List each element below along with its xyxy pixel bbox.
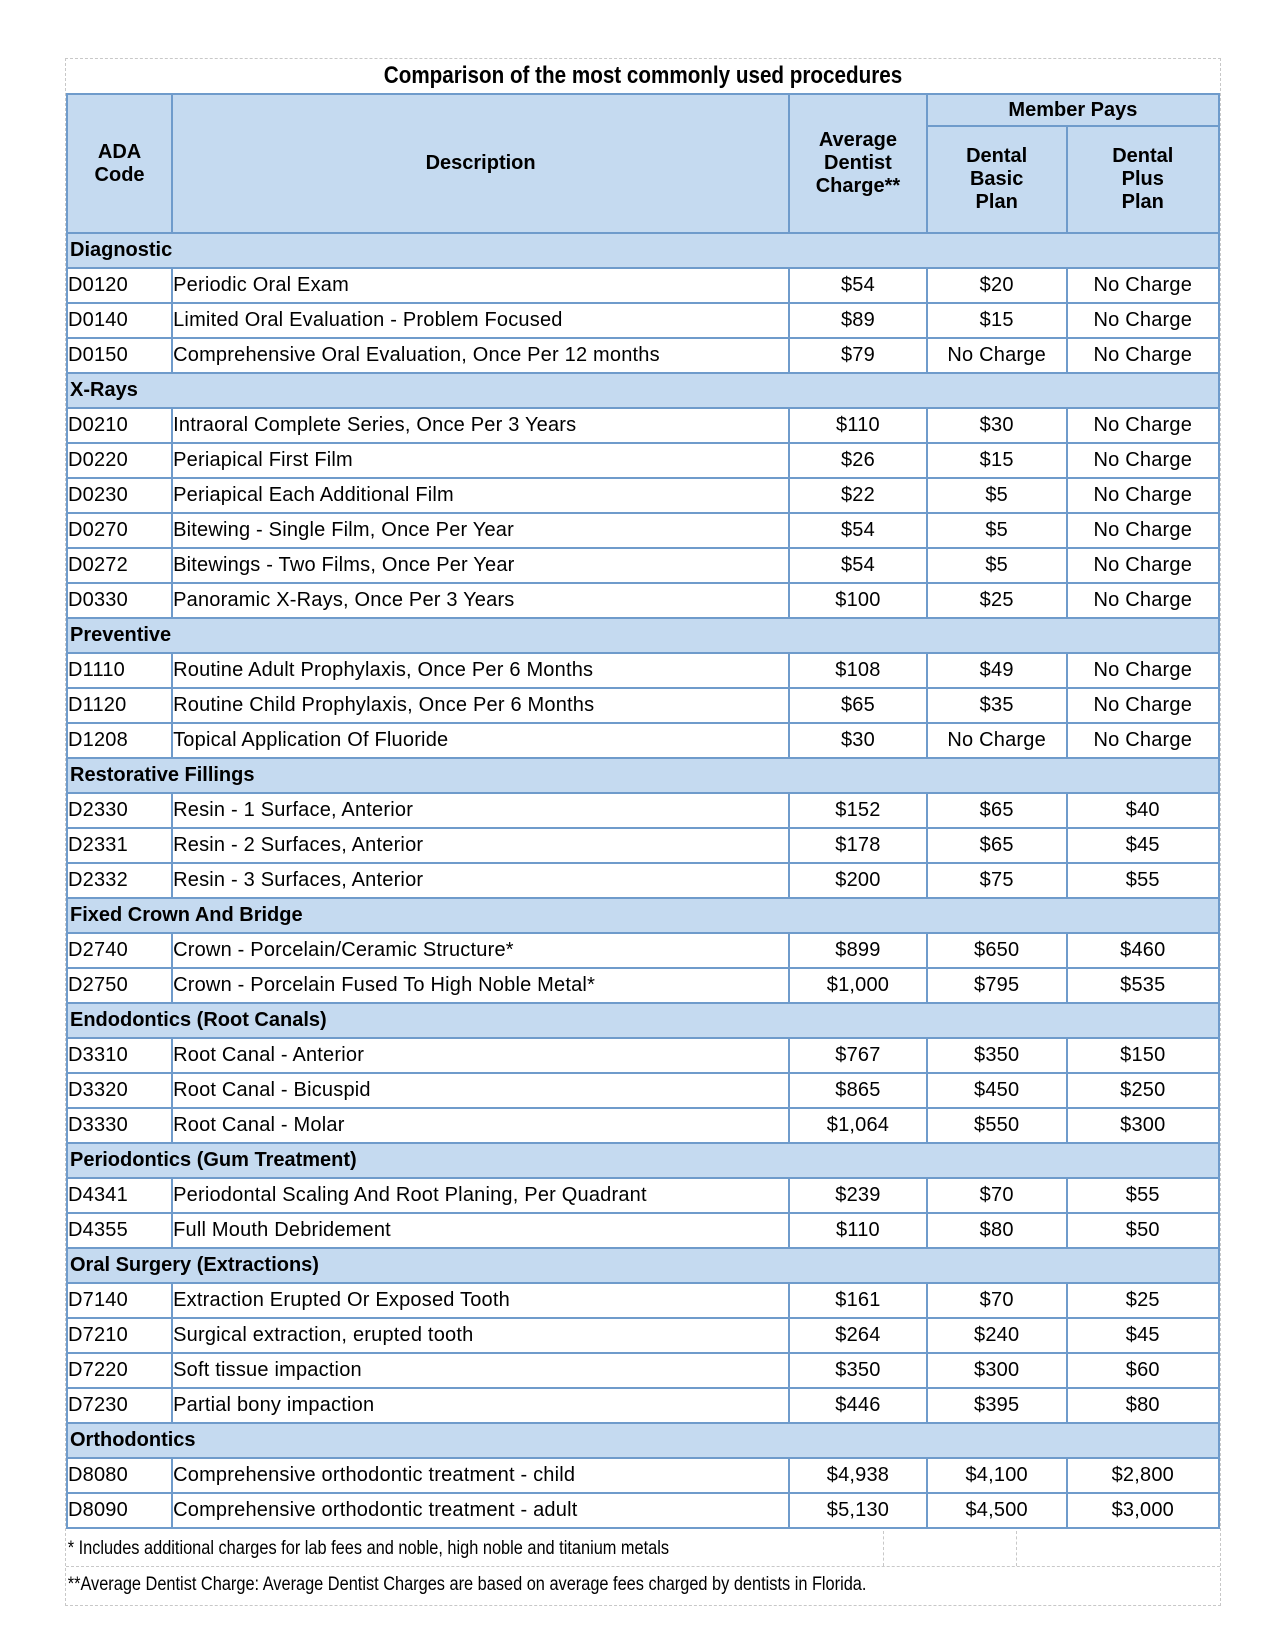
section-row: [67, 1143, 1219, 1178]
plus-plan-cell: $535: [1067, 968, 1219, 1003]
description-cell: Root Canal - Molar: [172, 1108, 789, 1143]
average-charge-cell: $54: [789, 548, 927, 583]
basic-plan-cell: $30: [927, 408, 1067, 443]
description-cell: Comprehensive Oral Evaluation, Once Per 12 months: [172, 338, 789, 373]
basic-plan-cell: $65: [927, 828, 1067, 863]
basic-plan-cell: $240: [927, 1318, 1067, 1353]
table-row: [67, 443, 1219, 478]
description-cell: Comprehensive orthodontic treatment - adult: [172, 1493, 789, 1528]
ada-code-cell: D0220: [67, 443, 172, 478]
description-cell: Comprehensive orthodontic treatment - child: [172, 1458, 789, 1493]
description-cell: Periapical First Film: [172, 443, 789, 478]
section-row: [67, 1248, 1219, 1283]
average-charge-cell: $22: [789, 478, 927, 513]
average-charge-cell: $865: [789, 1073, 927, 1108]
table-row: [67, 513, 1219, 548]
section-heading: Endodontics (Root Canals): [67, 1003, 1219, 1038]
basic-plan-cell: $5: [927, 548, 1067, 583]
table-row: [67, 1213, 1219, 1248]
average-charge-cell: $767: [789, 1038, 927, 1073]
footnote-divider: [1016, 1531, 1017, 1566]
description-cell: Routine Adult Prophylaxis, Once Per 6 Months: [172, 653, 789, 688]
table-row: [67, 1318, 1219, 1353]
basic-plan-cell: $70: [927, 1178, 1067, 1213]
table-row: [67, 583, 1219, 618]
section-heading: Orthodontics: [67, 1423, 1219, 1458]
table-body: [67, 233, 1219, 1528]
ada-code-cell: D2331: [67, 828, 172, 863]
basic-plan-cell: $550: [927, 1108, 1067, 1143]
description-cell: Full Mouth Debridement: [172, 1213, 789, 1248]
plus-plan-cell: $45: [1067, 1318, 1219, 1353]
section-heading: Oral Surgery (Extractions): [67, 1248, 1219, 1283]
ada-code-cell: D7210: [67, 1318, 172, 1353]
average-charge-cell: $110: [789, 1213, 927, 1248]
average-charge-cell: $26: [789, 443, 927, 478]
plus-plan-cell: No Charge: [1067, 548, 1219, 583]
section-heading: X-Rays: [67, 373, 1219, 408]
ada-code-cell: D0330: [67, 583, 172, 618]
average-charge-cell: $161: [789, 1283, 927, 1318]
plus-plan-cell: $55: [1067, 1178, 1219, 1213]
section-row: [67, 618, 1219, 653]
plus-plan-cell: $45: [1067, 828, 1219, 863]
description-cell: Resin - 3 Surfaces, Anterior: [172, 863, 789, 898]
average-charge-cell: $54: [789, 513, 927, 548]
plus-plan-cell: No Charge: [1067, 583, 1219, 618]
ada-code-cell: D3320: [67, 1073, 172, 1108]
description-cell: Root Canal - Bicuspid: [172, 1073, 789, 1108]
basic-plan-cell: $49: [927, 653, 1067, 688]
basic-plan-cell: $70: [927, 1283, 1067, 1318]
table-row: [67, 1458, 1219, 1493]
header-plus-plan: Dental Plus Plan: [1067, 126, 1219, 233]
ada-code-cell: D2740: [67, 933, 172, 968]
description-cell: Routine Child Prophylaxis, Once Per 6 Months: [172, 688, 789, 723]
table-row: [67, 1388, 1219, 1423]
average-charge-cell: $152: [789, 793, 927, 828]
ada-code-cell: D2330: [67, 793, 172, 828]
basic-plan-cell: $15: [927, 303, 1067, 338]
table-row: [67, 303, 1219, 338]
table-row: [67, 1038, 1219, 1073]
ada-code-cell: D3330: [67, 1108, 172, 1143]
header-ada-code: ADA Code: [67, 94, 172, 233]
basic-plan-cell: $4,100: [927, 1458, 1067, 1493]
description-cell: Intraoral Complete Series, Once Per 3 Years: [172, 408, 789, 443]
basic-plan-cell: $80: [927, 1213, 1067, 1248]
basic-plan-cell: No Charge: [927, 338, 1067, 373]
description-cell: Partial bony impaction: [172, 1388, 789, 1423]
footnote-average-charge: **Average Dentist Charge: Average Dentist Charges are based on average fees charged by dentists in Florida.: [67, 1574, 867, 1595]
average-charge-cell: $899: [789, 933, 927, 968]
header-description: Description: [172, 94, 789, 233]
ada-code-cell: D0210: [67, 408, 172, 443]
ada-code-cell: D0270: [67, 513, 172, 548]
table-row: [67, 688, 1219, 723]
ada-code-cell: D0230: [67, 478, 172, 513]
footnotes: [66, 1531, 1220, 1602]
description-cell: Resin - 2 Surfaces, Anterior: [172, 828, 789, 863]
header-member-pays: Member Pays: [927, 94, 1219, 126]
basic-plan-cell: $20: [927, 268, 1067, 303]
ada-code-cell: D3310: [67, 1038, 172, 1073]
ada-code-cell: D0120: [67, 268, 172, 303]
average-charge-cell: $108: [789, 653, 927, 688]
description-cell: Bitewings - Two Films, Once Per Year: [172, 548, 789, 583]
table-row: [67, 653, 1219, 688]
plus-plan-cell: No Charge: [1067, 303, 1219, 338]
ada-code-cell: D2332: [67, 863, 172, 898]
section-row: [67, 758, 1219, 793]
plus-plan-cell: No Charge: [1067, 408, 1219, 443]
plus-plan-cell: No Charge: [1067, 688, 1219, 723]
plus-plan-cell: $150: [1067, 1038, 1219, 1073]
footnote-lab-fees: * Includes additional charges for lab fees and noble, high noble and titanium metals: [67, 1538, 670, 1559]
table-row: [67, 1178, 1219, 1213]
basic-plan-cell: $65: [927, 793, 1067, 828]
section-heading: Preventive: [67, 618, 1219, 653]
average-charge-cell: $200: [789, 863, 927, 898]
description-cell: Extraction Erupted Or Exposed Tooth: [172, 1283, 789, 1318]
description-cell: Crown - Porcelain Fused To High Noble Metal*: [172, 968, 789, 1003]
section-heading: Diagnostic: [67, 233, 1219, 268]
table-row: [67, 793, 1219, 828]
section-row: [67, 1423, 1219, 1458]
average-charge-cell: $65: [789, 688, 927, 723]
plus-plan-cell: $3,000: [1067, 1493, 1219, 1528]
average-charge-cell: $1,064: [789, 1108, 927, 1143]
basic-plan-cell: $4,500: [927, 1493, 1067, 1528]
average-charge-cell: $239: [789, 1178, 927, 1213]
basic-plan-cell: $300: [927, 1353, 1067, 1388]
average-charge-cell: $5,130: [789, 1493, 927, 1528]
plus-plan-cell: $460: [1067, 933, 1219, 968]
procedures-table: [66, 93, 1220, 1529]
plus-plan-cell: No Charge: [1067, 723, 1219, 758]
page-title: Comparison of the most commonly used procedures: [383, 62, 903, 89]
plus-plan-cell: No Charge: [1067, 443, 1219, 478]
table-row: [67, 1353, 1219, 1388]
plus-plan-cell: $40: [1067, 793, 1219, 828]
basic-plan-cell: $35: [927, 688, 1067, 723]
ada-code-cell: D1208: [67, 723, 172, 758]
average-charge-cell: $100: [789, 583, 927, 618]
ada-code-cell: D8080: [67, 1458, 172, 1493]
table-row: [67, 408, 1219, 443]
average-charge-cell: $178: [789, 828, 927, 863]
description-cell: Periapical Each Additional Film: [172, 478, 789, 513]
description-cell: Bitewing - Single Film, Once Per Year: [172, 513, 789, 548]
average-charge-cell: $1,000: [789, 968, 927, 1003]
basic-plan-cell: $15: [927, 443, 1067, 478]
description-cell: Topical Application Of Fluoride: [172, 723, 789, 758]
section-heading: Restorative Fillings: [67, 758, 1219, 793]
description-cell: Limited Oral Evaluation - Problem Focused: [172, 303, 789, 338]
table-row: [67, 723, 1219, 758]
average-charge-cell: $446: [789, 1388, 927, 1423]
ada-code-cell: D4341: [67, 1178, 172, 1213]
description-cell: Resin - 1 Surface, Anterior: [172, 793, 789, 828]
footnote-row: [66, 1531, 1220, 1567]
average-charge-cell: $79: [789, 338, 927, 373]
ada-code-cell: D1110: [67, 653, 172, 688]
average-charge-cell: $350: [789, 1353, 927, 1388]
basic-plan-cell: $795: [927, 968, 1067, 1003]
description-cell: Surgical extraction, erupted tooth: [172, 1318, 789, 1353]
ada-code-cell: D0140: [67, 303, 172, 338]
description-cell: Panoramic X-Rays, Once Per 3 Years: [172, 583, 789, 618]
plus-plan-cell: $25: [1067, 1283, 1219, 1318]
plus-plan-cell: $60: [1067, 1353, 1219, 1388]
table-row: [67, 338, 1219, 373]
basic-plan-cell: No Charge: [927, 723, 1067, 758]
section-row: [67, 1003, 1219, 1038]
ada-code-cell: D8090: [67, 1493, 172, 1528]
average-charge-cell: $30: [789, 723, 927, 758]
section-row: [67, 233, 1219, 268]
basic-plan-cell: $5: [927, 513, 1067, 548]
plus-plan-cell: $2,800: [1067, 1458, 1219, 1493]
average-charge-cell: $264: [789, 1318, 927, 1353]
plus-plan-cell: $55: [1067, 863, 1219, 898]
ada-code-cell: D0150: [67, 338, 172, 373]
basic-plan-cell: $25: [927, 583, 1067, 618]
table-row: [67, 1493, 1219, 1528]
section-heading: Periodontics (Gum Treatment): [67, 1143, 1219, 1178]
table-row: [67, 268, 1219, 303]
table-row: [67, 478, 1219, 513]
basic-plan-cell: $350: [927, 1038, 1067, 1073]
ada-code-cell: D7220: [67, 1353, 172, 1388]
section-heading: Fixed Crown And Bridge: [67, 898, 1219, 933]
header-average-charge: Average Dentist Charge**: [789, 94, 927, 233]
basic-plan-cell: $75: [927, 863, 1067, 898]
description-cell: Soft tissue impaction: [172, 1353, 789, 1388]
footnote-divider: [883, 1531, 884, 1566]
table-row: [67, 828, 1219, 863]
section-row: [67, 898, 1219, 933]
table-row: [67, 1108, 1219, 1143]
table-row: [67, 863, 1219, 898]
plus-plan-cell: No Charge: [1067, 338, 1219, 373]
ada-code-cell: D2750: [67, 968, 172, 1003]
table-row: [67, 933, 1219, 968]
basic-plan-cell: $5: [927, 478, 1067, 513]
description-cell: Periodontal Scaling And Root Planing, Per Quadrant: [172, 1178, 789, 1213]
ada-code-cell: D4355: [67, 1213, 172, 1248]
plus-plan-cell: No Charge: [1067, 478, 1219, 513]
header-basic-plan: Dental Basic Plan: [927, 126, 1067, 233]
average-charge-cell: $110: [789, 408, 927, 443]
table-row: [67, 1073, 1219, 1108]
plus-plan-cell: $250: [1067, 1073, 1219, 1108]
plus-plan-cell: $80: [1067, 1388, 1219, 1423]
ada-code-cell: D7230: [67, 1388, 172, 1423]
basic-plan-cell: $395: [927, 1388, 1067, 1423]
footnote-row: [66, 1567, 1220, 1602]
plus-plan-cell: No Charge: [1067, 653, 1219, 688]
table-row: [67, 548, 1219, 583]
description-cell: Root Canal - Anterior: [172, 1038, 789, 1073]
table-row: [67, 1283, 1219, 1318]
plus-plan-cell: No Charge: [1067, 268, 1219, 303]
description-cell: Periodic Oral Exam: [172, 268, 789, 303]
ada-code-cell: D0272: [67, 548, 172, 583]
basic-plan-cell: $450: [927, 1073, 1067, 1108]
section-row: [67, 373, 1219, 408]
table-row: [67, 968, 1219, 1003]
average-charge-cell: $54: [789, 268, 927, 303]
ada-code-cell: D1120: [67, 688, 172, 723]
description-cell: Crown - Porcelain/Ceramic Structure*: [172, 933, 789, 968]
average-charge-cell: $4,938: [789, 1458, 927, 1493]
basic-plan-cell: $650: [927, 933, 1067, 968]
average-charge-cell: $89: [789, 303, 927, 338]
ada-code-cell: D7140: [67, 1283, 172, 1318]
plus-plan-cell: No Charge: [1067, 513, 1219, 548]
plus-plan-cell: $50: [1067, 1213, 1219, 1248]
plus-plan-cell: $300: [1067, 1108, 1219, 1143]
